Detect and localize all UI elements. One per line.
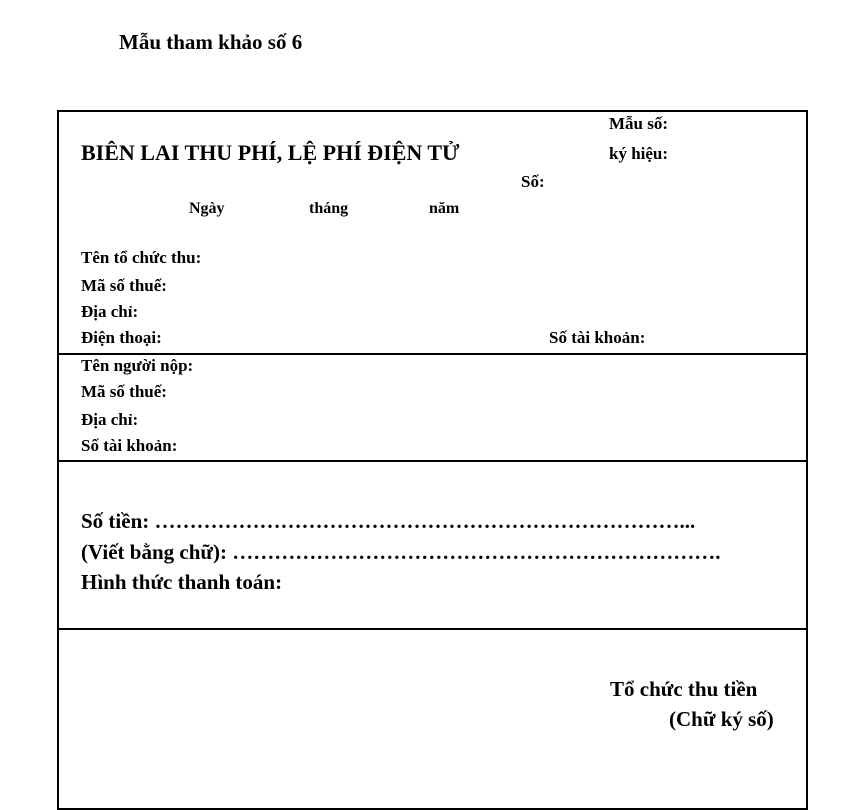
collector-org-name-label: Tên tổ chức thu:: [81, 248, 202, 267]
month-label: tháng: [309, 200, 349, 217]
form-number-label: Mẫu số:: [609, 114, 669, 133]
payer-tax-code-label: Mã số thuế:: [81, 382, 167, 401]
amount-in-words-line: (Viết bằng chữ): …………………………………………………………….: [81, 540, 721, 564]
digital-signature-note: (Chữ ký số): [669, 707, 774, 731]
amount-line: Số tiền: …………………………………………………………………...: [81, 509, 696, 533]
payer-address-label: Địa chỉ:: [81, 410, 139, 429]
collector-address-label: Địa chỉ:: [81, 302, 139, 321]
payment-method-label: Hình thức thanh toán:: [81, 570, 283, 594]
collector-tax-code-label: Mã số thuế:: [81, 276, 167, 295]
payer-account-label: Số tài khoản:: [81, 436, 178, 455]
symbol-label: ký hiệu:: [609, 144, 669, 163]
receipt-title: BIÊN LAI THU PHÍ, LỆ PHÍ ĐIỆN TỬ: [81, 140, 460, 165]
collector-account-label: Số tài khoản:: [549, 328, 646, 347]
payer-name-label: Tên người nộp:: [81, 356, 194, 375]
year-label: năm: [429, 200, 460, 217]
collector-phone-label: Điện thoại:: [81, 328, 162, 347]
divider: [59, 628, 806, 630]
day-label: Ngày: [189, 200, 225, 217]
divider: [59, 460, 806, 462]
reference-label: Mẫu tham khảo số 6: [119, 30, 303, 54]
collector-signature-label: Tổ chức thu tiền: [610, 677, 758, 701]
receipt-form: [57, 110, 808, 810]
serial-label: Số:: [521, 172, 545, 191]
divider: [59, 353, 806, 355]
